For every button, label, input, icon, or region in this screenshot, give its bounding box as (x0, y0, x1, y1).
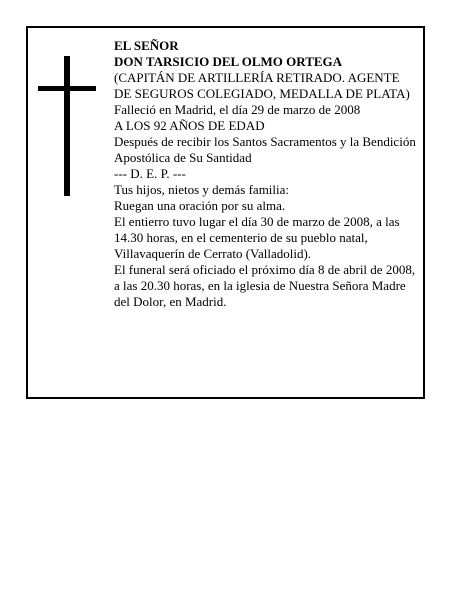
burial-statement: El entierro tuvo lugar el día 30 de marzo de 2008, a las 14.30 horas, en el cementerio de su pueblo natal, Villavaquerín de Cerrato (Valladolid). (114, 214, 400, 261)
age-statement: A LOS 92 AÑOS DE EDAD (114, 118, 265, 133)
death-statement: Falleció en Madrid, el día 29 de marzo de 2008 (114, 102, 361, 117)
sacraments-statement: Después de recibir los Santos Sacramentos y la Bendición Apostólica de Su Santidad (114, 134, 416, 165)
honorific: EL SEÑOR (114, 38, 179, 53)
funeral-statement: El funeral será oficiado el próximo día 8 de abril de 2008, a las 20.30 horas, en la iglesia de Nuestra Señora Madre del Dolor, en Madrid. (114, 262, 416, 309)
deceased-name: DON TARSICIO DEL OLMO ORTEGA (114, 54, 343, 69)
cross-vertical-bar (64, 56, 70, 196)
cross-icon (38, 56, 96, 196)
family-line: Tus hijos, nietos y demás familia: (114, 182, 290, 197)
rip-line: --- D. E. P. --- (114, 166, 186, 181)
cross-horizontal-bar (38, 86, 96, 91)
obituary-text (114, 38, 418, 310)
prayer-line: Ruegan una oración por su alma. (114, 198, 286, 213)
deceased-titles: (CAPITÁN DE ARTILLERÍA RETIRADO. AGENTE DE SEGUROS COLEGIADO, MEDALLA DE PLATA) (114, 70, 410, 101)
